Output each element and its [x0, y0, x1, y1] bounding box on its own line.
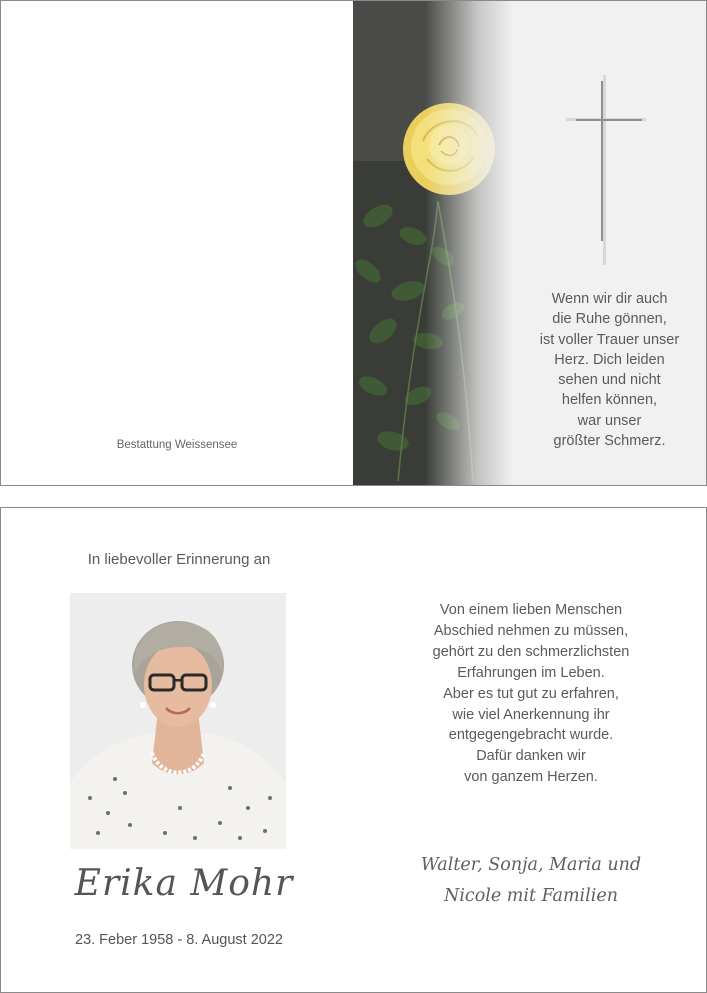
memorial-intro: In liebevoller Erinnerung an	[87, 551, 271, 568]
verse-line: ist voller Trauer unser	[539, 331, 680, 348]
verse-line: entgegengebracht wurde.	[448, 727, 614, 744]
verse-line: war unser	[577, 412, 642, 429]
verse-line: sehen und nicht	[558, 372, 661, 389]
funeral-home-name: Bestattung Weissensee	[116, 439, 238, 451]
verse-line: Von einem lieben Menschen	[439, 602, 623, 618]
photo-fade-overlay	[353, 1, 513, 485]
verse-line: größter Schmerz.	[553, 433, 666, 450]
portrait-photo	[70, 593, 286, 849]
verse-line: helfen können,	[561, 392, 658, 409]
verse-line: Wenn wir dir auch	[551, 291, 668, 307]
cross-icon	[566, 75, 646, 265]
verse-line: Dafür danken wir	[476, 748, 586, 765]
verse-line: Erfahrungen im Leben.	[457, 664, 605, 681]
verse-line: gehört zu den schmerzlichsten	[432, 643, 630, 660]
deceased-name: Erika Mohr	[74, 863, 294, 904]
verse-line: die Ruhe gönnen,	[552, 311, 667, 328]
verse-line: von ganzem Herzen.	[464, 769, 598, 786]
card-inside	[0, 507, 707, 993]
family-signature	[381, 850, 681, 912]
verse-line: Abschied nehmen zu müssen,	[433, 622, 629, 639]
rose-photo	[353, 1, 513, 485]
life-dates: 23. Feber 1958 - 8. August 2022	[75, 932, 283, 948]
verse-line: wie viel Anerkennung ihr	[452, 706, 610, 723]
signature-line: Nicole mit Familien	[444, 886, 618, 906]
card-front	[0, 0, 707, 486]
verse-line: Aber es tut gut zu erfahren,	[443, 685, 619, 702]
verse-line: Herz. Dich leiden	[554, 351, 665, 368]
verse-inside	[381, 600, 681, 788]
signature-line: Walter, Sonja, Maria und	[420, 855, 642, 875]
verse-front	[513, 289, 706, 451]
